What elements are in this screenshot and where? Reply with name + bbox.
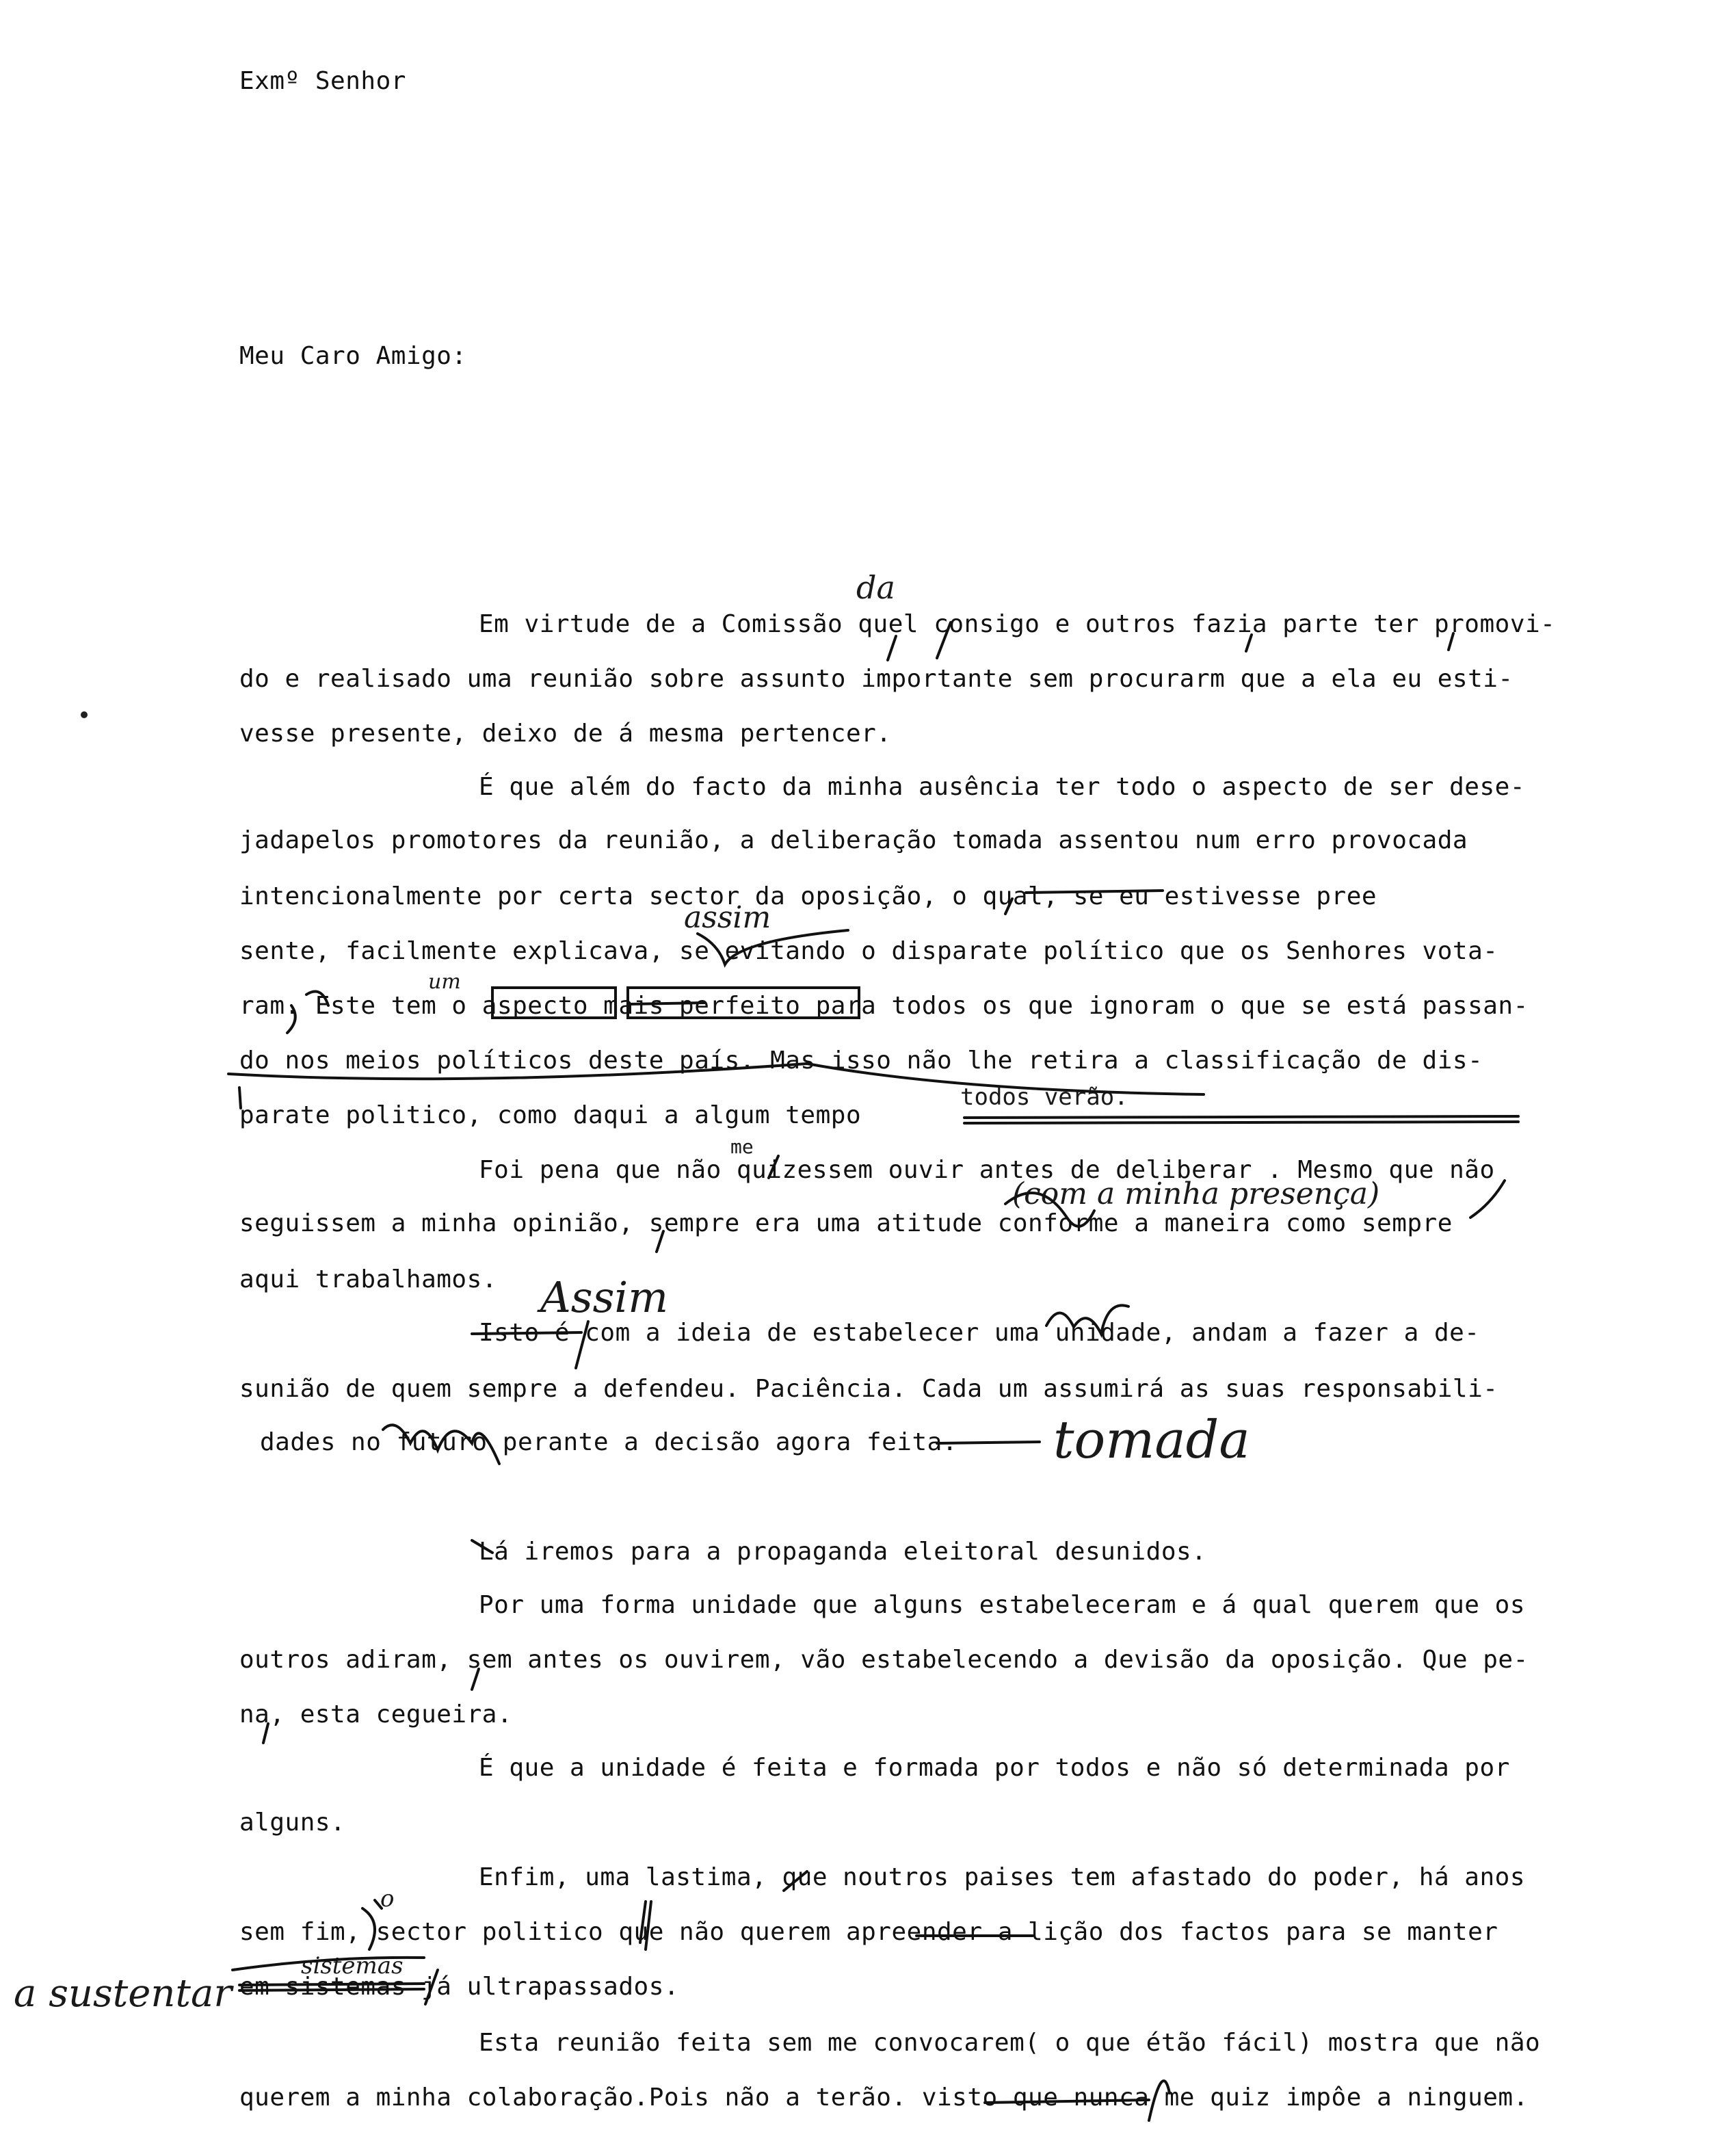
line-20: na, esta cegueira.: [239, 1700, 513, 1728]
line-14: Isto é com a ideia de estabelecer uma unidade, andam a fazer a de-: [479, 1319, 1480, 1347]
line-10: parate politico, como daqui a algum tempo: [239, 1101, 862, 1129]
handwritten-com-a-minha-presenca: (com a minha presença): [1012, 1176, 1380, 1211]
handwritten-da: da: [856, 569, 895, 606]
line-6: intencionalmente por certa sector da oposição, o qual, se eu estivesse pree: [239, 882, 1377, 910]
handwritten-assim: assim: [684, 900, 771, 935]
handwritten-todos-verao: todos verão.: [960, 1083, 1128, 1111]
line-4: É que além do facto da minha ausência ter todo o aspecto de ser dese-: [479, 773, 1525, 801]
line-22: alguns.: [239, 1809, 346, 1837]
line-13: aqui trabalhamos.: [239, 1265, 497, 1293]
line-11: Foi pena que não quizessem ouvir antes de deliberar . Mesmo que não: [479, 1156, 1495, 1184]
handwritten-tomada: tomada: [1053, 1409, 1250, 1470]
line-25: em sistemas já ultrapassados.: [239, 1973, 680, 2001]
greeting: Meu Caro Amigo:: [239, 342, 467, 370]
handwritten-me: me: [730, 1135, 754, 1158]
line-27: querem a minha colaboração.Pois não a terão. visto que nunca me quiz impôe a ninguem.: [239, 2083, 1529, 2112]
line-18: Por uma forma unidade que alguns estabeleceram e á qual querem que os: [479, 1591, 1525, 1619]
line-19: outros adiram, sem antes os ouvirem, vão estabelecendo a devisão da oposição. Que pe-: [239, 1646, 1529, 1674]
line-17: Lá iremos para a propaganda eleitoral desunidos.: [479, 1538, 1207, 1566]
line-15: sunião de quem sempre a defendeu. Paciência. Cada um assumirá as suas responsabili-: [239, 1375, 1498, 1403]
handwritten-o: o: [380, 1885, 395, 1912]
handwritten-assim-2: Assim: [540, 1272, 669, 1322]
handwritten-sistemas: sistemas: [301, 1952, 404, 1980]
handwritten-um: um: [428, 970, 461, 994]
line-3: vesse presente, deixo de á mesma pertencer.: [239, 720, 892, 748]
line-26: Esta reunião feita sem me convocarem( o que étão fácil) mostra que não: [479, 2029, 1541, 2057]
line-9: do nos meios políticos deste país. Mas isso não lhe retira a classificação de dis-: [239, 1047, 1483, 1075]
line-1: Em virtude de a Comissão quel consigo e outros fazia parte ter promovi-: [479, 610, 1556, 638]
margin-dot: [81, 711, 88, 718]
line-7: sente, facilmente explicava, se evitando o disparate político que os Senhores vota-: [239, 937, 1498, 965]
line-23: Enfim, uma lastima, que noutros paises tem afastado do poder, há anos: [479, 1863, 1525, 1891]
line-16: dades no futuro perante a decisão agora feita.: [260, 1428, 957, 1456]
line-2: do e realisado uma reunião sobre assunto importante sem procurarm que a ela eu esti-: [239, 665, 1514, 693]
line-21: É que a unidade é feita e formada por todos e não só determinada por: [479, 1754, 1510, 1782]
salutation: Exmº Senhor: [239, 67, 406, 95]
line-24: sem fim, sector politico que não querem apreender a lição dos factos para se manter: [239, 1918, 1498, 1946]
line-8: ram. Este tem o aspecto mais perfeito para todos os que ignoram o que se está passan-: [239, 992, 1529, 1020]
line-12: seguissem a minha opinião, sempre era uma atitude conforme a maneira como sempre: [239, 1209, 1453, 1237]
handwritten-a-sustentar: a sustentar: [14, 1971, 233, 2016]
line-5: jadapelos promotores da reunião, a deliberação tomada assentou num erro provocada: [239, 826, 1468, 854]
